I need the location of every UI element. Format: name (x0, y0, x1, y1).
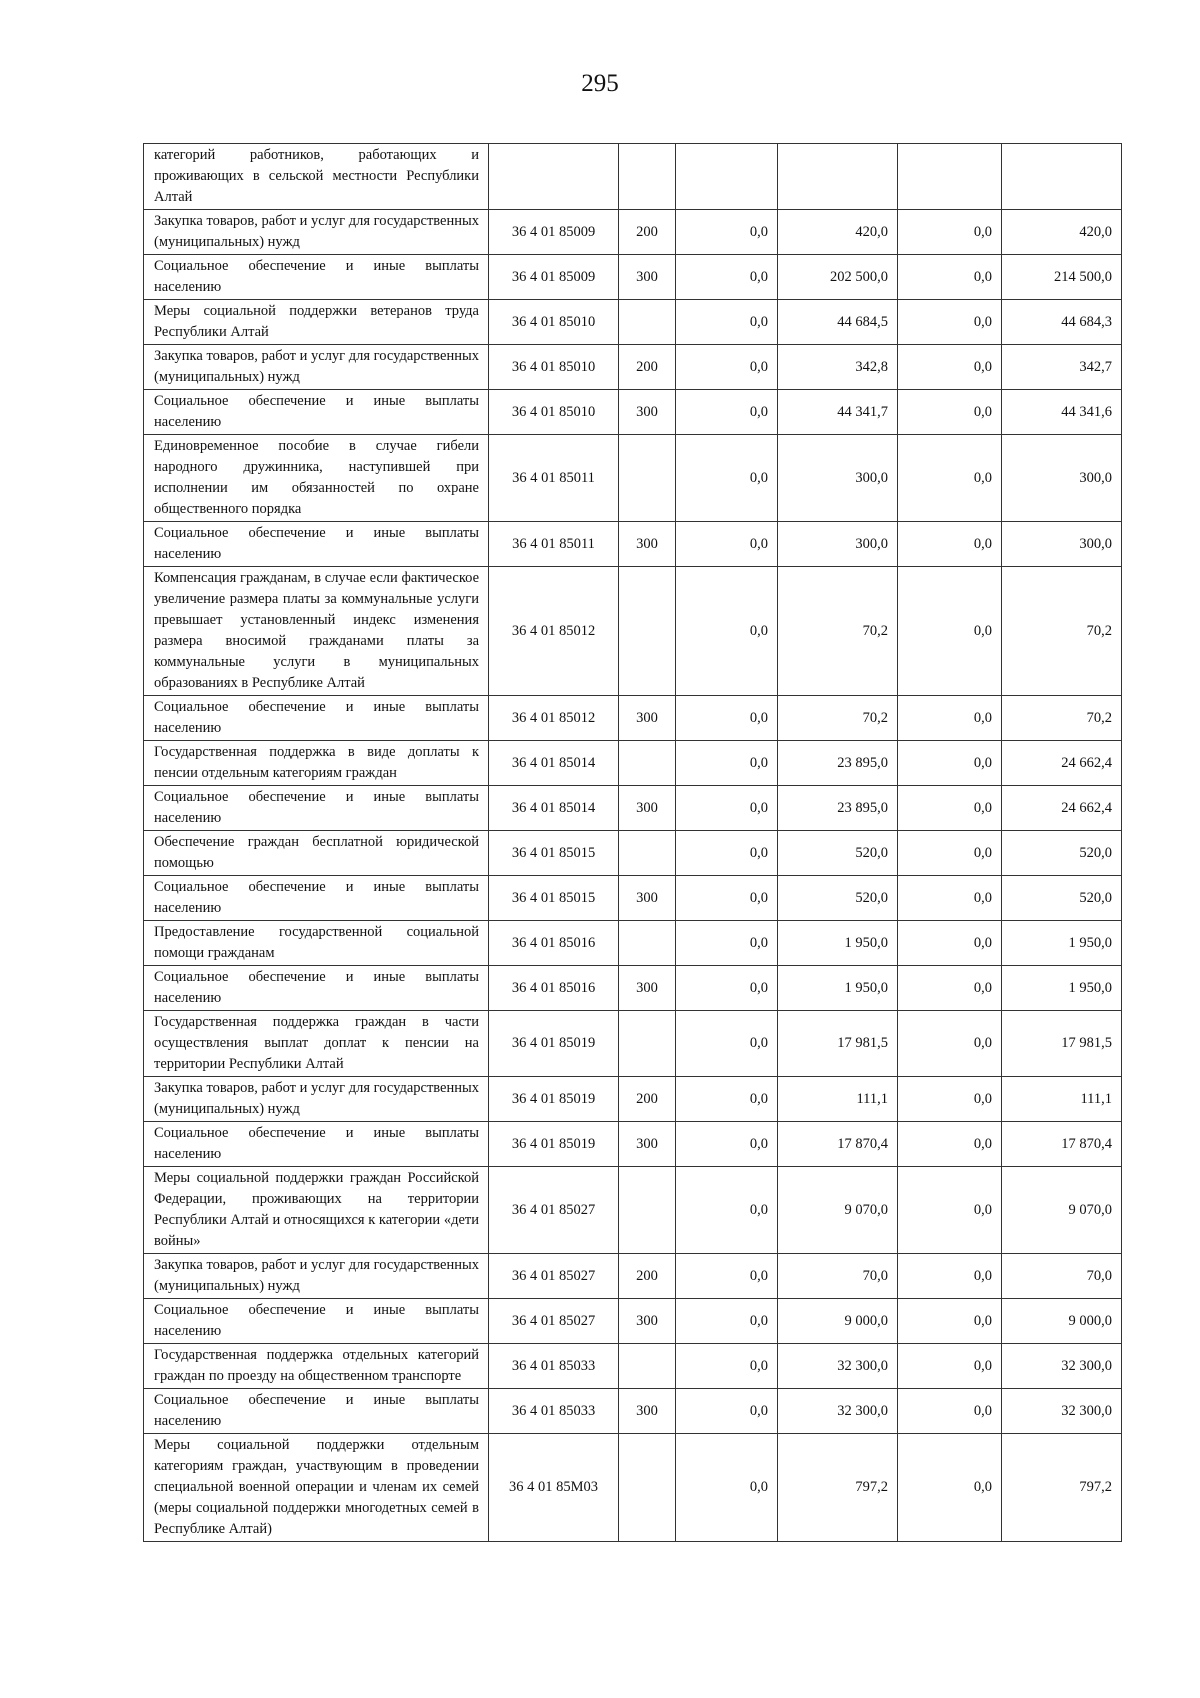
table-row (144, 144, 1122, 210)
amount-col-4: 70,2 (1002, 696, 1122, 741)
amount-col-1: 0,0 (676, 1077, 778, 1122)
amount-col-4 (1002, 144, 1122, 210)
amount-col-2: 17 870,4 (778, 1122, 898, 1167)
row-description: Закупка товаров, работ и услуг для государственных (муниципальных) нужд (144, 1077, 489, 1122)
amount-col-1: 0,0 (676, 831, 778, 876)
target-code: 36 4 01 85019 (489, 1122, 619, 1167)
table-row (144, 1389, 1122, 1434)
amount-col-2: 70,2 (778, 696, 898, 741)
table-row (144, 210, 1122, 255)
expense-type (619, 921, 676, 966)
amount-col-3: 0,0 (898, 255, 1002, 300)
amount-col-1: 0,0 (676, 1434, 778, 1542)
target-code: 36 4 01 85015 (489, 831, 619, 876)
amount-col-4: 1 950,0 (1002, 966, 1122, 1011)
row-description: Социальное обеспечение и иные выплаты населению (144, 390, 489, 435)
expense-type: 300 (619, 255, 676, 300)
target-code: 36 4 01 85010 (489, 300, 619, 345)
row-description: Социальное обеспечение и иные выплаты населению (144, 1122, 489, 1167)
expense-type: 200 (619, 345, 676, 390)
row-description: Государственная поддержка в виде доплаты к пенсии отдельным категориям граждан (144, 741, 489, 786)
target-code: 36 4 01 85М03 (489, 1434, 619, 1542)
amount-col-1: 0,0 (676, 1011, 778, 1077)
amount-col-4: 44 684,3 (1002, 300, 1122, 345)
row-description: Социальное обеспечение и иные выплаты населению (144, 786, 489, 831)
amount-col-1: 0,0 (676, 435, 778, 522)
amount-col-2: 44 684,5 (778, 300, 898, 345)
amount-col-3 (898, 144, 1002, 210)
expense-type (619, 1167, 676, 1254)
table-row (144, 876, 1122, 921)
expense-type: 300 (619, 876, 676, 921)
amount-col-2: 797,2 (778, 1434, 898, 1542)
target-code: 36 4 01 85027 (489, 1167, 619, 1254)
amount-col-4: 214 500,0 (1002, 255, 1122, 300)
amount-col-4: 797,2 (1002, 1434, 1122, 1542)
amount-col-3: 0,0 (898, 876, 1002, 921)
target-code: 36 4 01 85010 (489, 390, 619, 435)
amount-col-2: 300,0 (778, 435, 898, 522)
row-description: Меры социальной поддержки ветеранов труда Республики Алтай (144, 300, 489, 345)
amount-col-2: 420,0 (778, 210, 898, 255)
expense-type (619, 1011, 676, 1077)
amount-col-1: 0,0 (676, 1344, 778, 1389)
target-code: 36 4 01 85016 (489, 921, 619, 966)
amount-col-2: 1 950,0 (778, 921, 898, 966)
amount-col-1: 0,0 (676, 390, 778, 435)
amount-col-2: 202 500,0 (778, 255, 898, 300)
expense-type (619, 144, 676, 210)
amount-col-1: 0,0 (676, 1299, 778, 1344)
amount-col-2: 520,0 (778, 831, 898, 876)
row-description: Социальное обеспечение и иные выплаты населению (144, 876, 489, 921)
amount-col-2: 70,2 (778, 567, 898, 696)
amount-col-4: 342,7 (1002, 345, 1122, 390)
amount-col-4: 420,0 (1002, 210, 1122, 255)
amount-col-2: 32 300,0 (778, 1389, 898, 1434)
amount-col-4: 70,0 (1002, 1254, 1122, 1299)
target-code: 36 4 01 85019 (489, 1011, 619, 1077)
target-code: 36 4 01 85012 (489, 696, 619, 741)
expense-type: 300 (619, 1299, 676, 1344)
target-code: 36 4 01 85010 (489, 345, 619, 390)
amount-col-4: 32 300,0 (1002, 1389, 1122, 1434)
table-row (144, 255, 1122, 300)
target-code: 36 4 01 85027 (489, 1299, 619, 1344)
expense-type: 300 (619, 390, 676, 435)
amount-col-3: 0,0 (898, 390, 1002, 435)
amount-col-1: 0,0 (676, 1122, 778, 1167)
table-row (144, 390, 1122, 435)
amount-col-3: 0,0 (898, 1434, 1002, 1542)
budget-table (143, 143, 1122, 1542)
amount-col-4: 300,0 (1002, 435, 1122, 522)
amount-col-2: 23 895,0 (778, 786, 898, 831)
amount-col-1: 0,0 (676, 567, 778, 696)
table-row (144, 921, 1122, 966)
target-code: 36 4 01 85033 (489, 1389, 619, 1434)
amount-col-2: 9 000,0 (778, 1299, 898, 1344)
row-description: Социальное обеспечение и иные выплаты населению (144, 1299, 489, 1344)
table-row (144, 831, 1122, 876)
amount-col-4: 17 870,4 (1002, 1122, 1122, 1167)
row-description: Государственная поддержка отдельных категорий граждан по проезду на общественном транспорте (144, 1344, 489, 1389)
amount-col-3: 0,0 (898, 786, 1002, 831)
amount-col-4: 1 950,0 (1002, 921, 1122, 966)
table-row (144, 1011, 1122, 1077)
row-description: Единовременное пособие в случае гибели народного дружинника, наступившей при исполнении им обязанностей по охране общественного порядка (144, 435, 489, 522)
row-description: Социальное обеспечение и иные выплаты населению (144, 255, 489, 300)
row-description: Закупка товаров, работ и услуг для государственных (муниципальных) нужд (144, 1254, 489, 1299)
amount-col-3: 0,0 (898, 921, 1002, 966)
expense-type: 200 (619, 1254, 676, 1299)
target-code: 36 4 01 85012 (489, 567, 619, 696)
target-code: 36 4 01 85009 (489, 255, 619, 300)
row-description: Социальное обеспечение и иные выплаты населению (144, 1389, 489, 1434)
row-description: Государственная поддержка граждан в части осуществления выплат доплат к пенсии на территории Республики Алтай (144, 1011, 489, 1077)
amount-col-2: 9 070,0 (778, 1167, 898, 1254)
row-description: Социальное обеспечение и иные выплаты населению (144, 522, 489, 567)
table-row (144, 1299, 1122, 1344)
amount-col-3: 0,0 (898, 1389, 1002, 1434)
table-row (144, 435, 1122, 522)
row-description: Предоставление государственной социальной помощи гражданам (144, 921, 489, 966)
target-code: 36 4 01 85009 (489, 210, 619, 255)
amount-col-3: 0,0 (898, 831, 1002, 876)
amount-col-1: 0,0 (676, 876, 778, 921)
amount-col-2: 342,8 (778, 345, 898, 390)
expense-type (619, 567, 676, 696)
amount-col-3: 0,0 (898, 1167, 1002, 1254)
amount-col-1: 0,0 (676, 966, 778, 1011)
amount-col-3: 0,0 (898, 522, 1002, 567)
amount-col-2: 32 300,0 (778, 1344, 898, 1389)
expense-type: 200 (619, 210, 676, 255)
target-code: 36 4 01 85015 (489, 876, 619, 921)
target-code: 36 4 01 85016 (489, 966, 619, 1011)
amount-col-3: 0,0 (898, 1122, 1002, 1167)
amount-col-1: 0,0 (676, 741, 778, 786)
row-description: Меры социальной поддержки граждан Российской Федерации, проживающих на территории Республики Алтай и относящихся к категории «дети войны» (144, 1167, 489, 1254)
target-code: 36 4 01 85011 (489, 435, 619, 522)
amount-col-1: 0,0 (676, 1389, 778, 1434)
amount-col-2: 17 981,5 (778, 1011, 898, 1077)
amount-col-4: 9 070,0 (1002, 1167, 1122, 1254)
amount-col-4: 24 662,4 (1002, 741, 1122, 786)
amount-col-1: 0,0 (676, 300, 778, 345)
amount-col-4: 520,0 (1002, 876, 1122, 921)
amount-col-4: 300,0 (1002, 522, 1122, 567)
table-row (144, 1434, 1122, 1542)
table-row (144, 1077, 1122, 1122)
amount-col-3: 0,0 (898, 966, 1002, 1011)
amount-col-3: 0,0 (898, 210, 1002, 255)
amount-col-3: 0,0 (898, 567, 1002, 696)
amount-col-2: 23 895,0 (778, 741, 898, 786)
amount-col-1: 0,0 (676, 210, 778, 255)
row-description: Компенсация гражданам, в случае если фактическое увеличение размера платы за коммунальные услуги превышает установленный индекс изменения размера вносимой гражданами платы за коммунальные услуги в муниципальных образованиях в Республике Алтай (144, 567, 489, 696)
amount-col-1: 0,0 (676, 1167, 778, 1254)
target-code: 36 4 01 85033 (489, 1344, 619, 1389)
amount-col-4: 24 662,4 (1002, 786, 1122, 831)
expense-type (619, 300, 676, 345)
amount-col-1: 0,0 (676, 696, 778, 741)
amount-col-3: 0,0 (898, 1254, 1002, 1299)
row-description: Меры социальной поддержки отдельным категориям граждан, участвующим в проведении специальной военной операции и членам их семей (меры социальной поддержки многодетных семей в Республике Алтай) (144, 1434, 489, 1542)
amount-col-3: 0,0 (898, 300, 1002, 345)
row-description: Закупка товаров, работ и услуг для государственных (муниципальных) нужд (144, 345, 489, 390)
amount-col-2: 1 950,0 (778, 966, 898, 1011)
target-code (489, 144, 619, 210)
amount-col-4: 32 300,0 (1002, 1344, 1122, 1389)
amount-col-3: 0,0 (898, 741, 1002, 786)
amount-col-4: 70,2 (1002, 567, 1122, 696)
amount-col-1 (676, 144, 778, 210)
expense-type (619, 1434, 676, 1542)
expense-type (619, 1344, 676, 1389)
amount-col-2: 111,1 (778, 1077, 898, 1122)
table-row (144, 1254, 1122, 1299)
row-description: Обеспечение граждан бесплатной юридической помощью (144, 831, 489, 876)
page-number: 295 (581, 70, 619, 97)
row-description: Социальное обеспечение и иные выплаты населению (144, 696, 489, 741)
expense-type: 300 (619, 696, 676, 741)
amount-col-4: 520,0 (1002, 831, 1122, 876)
amount-col-4: 17 981,5 (1002, 1011, 1122, 1077)
amount-col-4: 111,1 (1002, 1077, 1122, 1122)
amount-col-3: 0,0 (898, 345, 1002, 390)
expense-type: 300 (619, 966, 676, 1011)
amount-col-4: 9 000,0 (1002, 1299, 1122, 1344)
amount-col-2: 70,0 (778, 1254, 898, 1299)
amount-col-1: 0,0 (676, 255, 778, 300)
row-description: Социальное обеспечение и иные выплаты населению (144, 966, 489, 1011)
table-body (144, 144, 1122, 1542)
target-code: 36 4 01 85014 (489, 786, 619, 831)
target-code: 36 4 01 85014 (489, 741, 619, 786)
expense-type: 300 (619, 786, 676, 831)
table-row (144, 966, 1122, 1011)
table-row (144, 300, 1122, 345)
amount-col-4: 44 341,6 (1002, 390, 1122, 435)
table-row (144, 1167, 1122, 1254)
amount-col-2: 44 341,7 (778, 390, 898, 435)
expense-type: 300 (619, 522, 676, 567)
amount-col-1: 0,0 (676, 345, 778, 390)
amount-col-1: 0,0 (676, 522, 778, 567)
target-code: 36 4 01 85011 (489, 522, 619, 567)
amount-col-3: 0,0 (898, 1299, 1002, 1344)
amount-col-3: 0,0 (898, 435, 1002, 522)
row-description: Закупка товаров, работ и услуг для государственных (муниципальных) нужд (144, 210, 489, 255)
table-row (144, 741, 1122, 786)
amount-col-2: 300,0 (778, 522, 898, 567)
table-row (144, 1344, 1122, 1389)
table-row (144, 696, 1122, 741)
expense-type: 300 (619, 1122, 676, 1167)
amount-col-1: 0,0 (676, 921, 778, 966)
expense-type (619, 741, 676, 786)
amount-col-3: 0,0 (898, 1344, 1002, 1389)
row-description: категорий работников, работающих и проживающих в сельской местности Республики Алтай (144, 144, 489, 210)
table-row (144, 786, 1122, 831)
amount-col-3: 0,0 (898, 1077, 1002, 1122)
amount-col-2: 520,0 (778, 876, 898, 921)
table-row (144, 522, 1122, 567)
target-code: 36 4 01 85019 (489, 1077, 619, 1122)
expense-type: 200 (619, 1077, 676, 1122)
expense-type: 300 (619, 1389, 676, 1434)
table-row (144, 345, 1122, 390)
target-code: 36 4 01 85027 (489, 1254, 619, 1299)
amount-col-3: 0,0 (898, 1011, 1002, 1077)
amount-col-1: 0,0 (676, 786, 778, 831)
amount-col-3: 0,0 (898, 696, 1002, 741)
expense-type (619, 831, 676, 876)
expense-type (619, 435, 676, 522)
table-row (144, 567, 1122, 696)
amount-col-1: 0,0 (676, 1254, 778, 1299)
amount-col-2 (778, 144, 898, 210)
table-row (144, 1122, 1122, 1167)
